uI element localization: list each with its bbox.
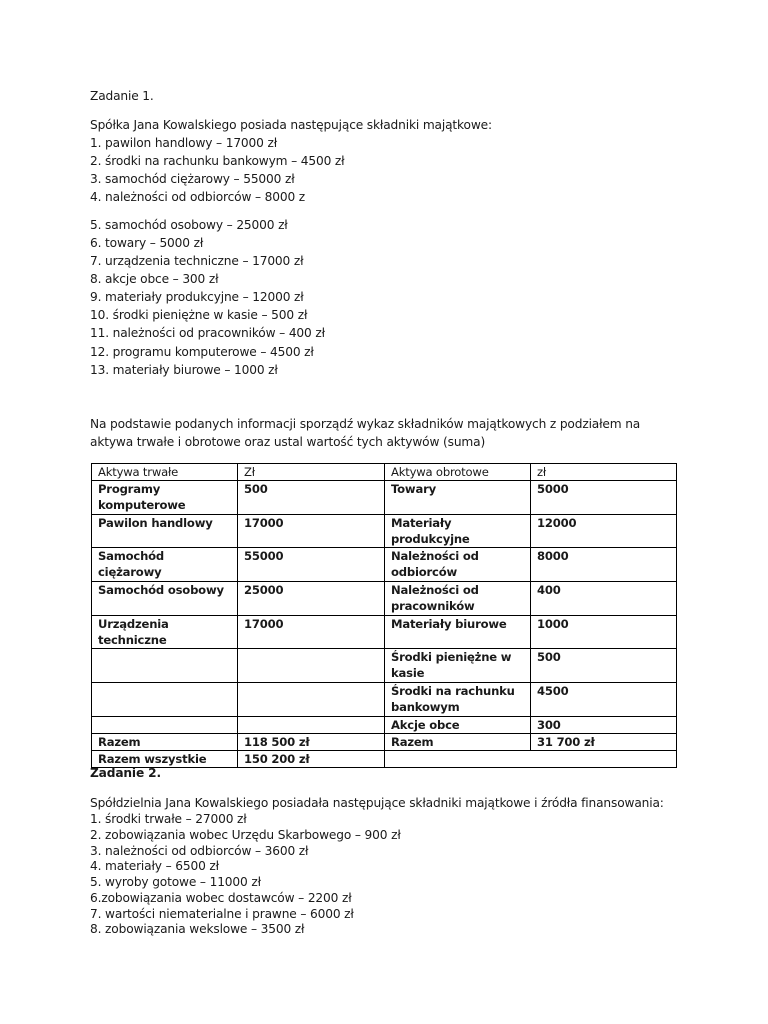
table-row [92, 481, 677, 515]
table-row [92, 649, 677, 683]
task1-instruction-line1: Na podstawie podanych informacji sporządź wykaz składników majątkowych z podziałem na [90, 417, 641, 431]
current-asset-name: Należności od odbiorców [385, 548, 531, 582]
task2-item-7: 7. wartości niematerialne i prawne – 6000 zł [90, 907, 354, 921]
current-asset-name: Akcje obce [385, 717, 531, 734]
current-asset-name: Materiały produkcyjne [385, 515, 531, 548]
table-row [92, 548, 677, 582]
fixed-asset-value: 25000 [238, 582, 385, 616]
task1-item-9: 9. materiały produkcyjne – 12000 zł [90, 290, 304, 304]
task2-item-6: 6.zobowiązania wobec dostawców – 2200 zł [90, 891, 352, 905]
table-row [92, 683, 677, 717]
fixed-asset-name: Urządzenia techniczne [92, 616, 238, 649]
table-header-row [92, 464, 677, 481]
current-asset-value: 400 [531, 582, 677, 616]
current-asset-value: 300 [531, 717, 677, 734]
current-asset-name: Środki pieniężne w kasie [385, 649, 531, 683]
fixed-asset-name [92, 683, 238, 717]
task1-item-11: 11. należności od pracowników – 400 zł [90, 326, 325, 340]
current-asset-value: 12000 [531, 515, 677, 548]
task1-item-8: 8. akcje obce – 300 zł [90, 272, 219, 286]
fixed-asset-name [92, 717, 238, 734]
fixed-total-label: Razem [92, 734, 238, 751]
current-asset-value: 8000 [531, 548, 677, 582]
fixed-asset-value [238, 649, 385, 683]
task1-instruction-line2: aktywa trwałe i obrotowe oraz ustal wartość tych aktywów (suma) [90, 435, 486, 449]
task2-title: Zadanie 2. [90, 766, 161, 780]
current-asset-value: 1000 [531, 616, 677, 649]
table-row [92, 717, 677, 734]
current-asset-value: 5000 [531, 481, 677, 515]
fixed-asset-name: Samochód osobowy [92, 582, 238, 616]
current-asset-value: 4500 [531, 683, 677, 717]
task1-item-7: 7. urządzenia techniczne – 17000 zł [90, 254, 304, 268]
current-total-value: 31 700 zł [531, 734, 677, 751]
fixed-asset-value: 55000 [238, 548, 385, 582]
fixed-asset-value: 17000 [238, 616, 385, 649]
task1-title: Zadanie 1. [90, 89, 154, 103]
task2-item-4: 4. materiały – 6500 zł [90, 859, 219, 873]
task1-item-4: 4. należności od odbiorców – 8000 z [90, 190, 306, 204]
header-fixed-value: Zł [238, 464, 385, 481]
table-grand-total-row [92, 751, 677, 768]
grand-total-value: 150 200 zł [238, 751, 385, 768]
header-fixed-assets: Aktywa trwałe [92, 464, 238, 481]
task1-item-3: 3. samochód ciężarowy – 55000 zł [90, 172, 295, 186]
task2-item-8: 8. zobowiązania wekslowe – 3500 zł [90, 922, 305, 936]
task2-intro: Spółdzielnia Jana Kowalskiego posiadała następujące składniki majątkowe i źródła finansowania: [90, 796, 664, 810]
task2-item-5: 5. wyroby gotowe – 11000 zł [90, 875, 261, 889]
task1-item-6: 6. towary – 5000 zł [90, 236, 204, 250]
table-row [92, 616, 677, 649]
fixed-asset-value: 500 [238, 481, 385, 515]
assets-table [91, 463, 677, 768]
task1-item-5: 5. samochód osobowy – 25000 zł [90, 218, 288, 232]
task1-item-2: 2. środki na rachunku bankowym – 4500 zł [90, 154, 345, 168]
header-current-value: zł [531, 464, 677, 481]
fixed-asset-value: 17000 [238, 515, 385, 548]
current-asset-name: Materiały biurowe [385, 616, 531, 649]
task1-item-10: 10. środki pieniężne w kasie – 500 zł [90, 308, 308, 322]
fixed-asset-name: Samochód ciężarowy [92, 548, 238, 582]
task2-item-3: 3. należności od odbiorców – 3600 zł [90, 844, 309, 858]
current-total-label: Razem [385, 734, 531, 751]
task2-item-1: 1. środki trwałe – 27000 zł [90, 812, 247, 826]
fixed-asset-name [92, 649, 238, 683]
fixed-asset-name: Programy komputerowe [92, 481, 238, 515]
fixed-asset-name: Pawilon handlowy [92, 515, 238, 548]
current-asset-value: 500 [531, 649, 677, 683]
fixed-asset-value [238, 717, 385, 734]
fixed-total-value: 118 500 zł [238, 734, 385, 751]
task1-item-13: 13. materiały biurowe – 1000 zł [90, 363, 278, 377]
task2-item-2: 2. zobowiązania wobec Urzędu Skarbowego – 900 zł [90, 828, 401, 842]
current-asset-name: Towary [385, 481, 531, 515]
current-asset-name: Środki na rachunku bankowym [385, 683, 531, 717]
fixed-asset-value [238, 683, 385, 717]
grand-total-label: Razem wszystkie [92, 751, 238, 768]
table-row [92, 582, 677, 616]
task1-item-12: 12. programu komputerowe – 4500 zł [90, 345, 314, 359]
task1-item-1: 1. pawilon handlowy – 17000 zł [90, 136, 278, 150]
table-totals-row [92, 734, 677, 751]
table-row [92, 515, 677, 548]
header-current-assets: Aktywa obrotowe [385, 464, 531, 481]
grand-total-empty-cell [385, 751, 677, 768]
current-asset-name: Należności od pracowników [385, 582, 531, 616]
task1-intro: Spółka Jana Kowalskiego posiada następujące składniki majątkowe: [90, 118, 492, 132]
